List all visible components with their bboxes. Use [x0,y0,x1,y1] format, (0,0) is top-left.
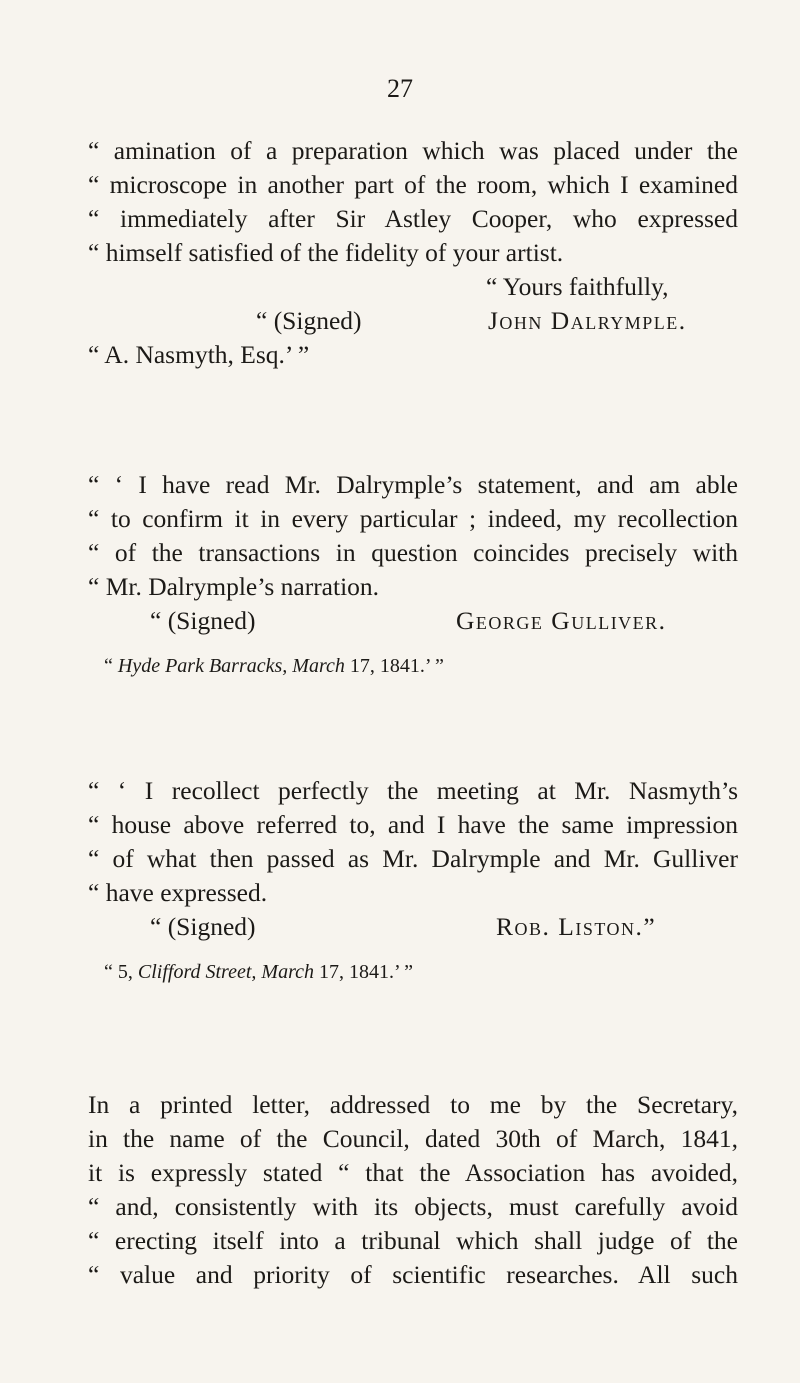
text-line: “ value and priority of scientific researches. All such [88,1260,738,1289]
signatory-name: Rob. Liston.” [496,912,657,941]
dateline-place: Hyde Park Barracks, March [117,655,345,677]
signatory-name: John Dalrymple. [488,306,687,335]
text-line: “ house above referred to, and I have the same impression [88,810,738,839]
text-line: “ ‘ I have read Mr. Dalrymple’s statement, and am able [88,470,738,499]
text-line: “ amination of a preparation which was placed under the [88,136,738,165]
text-line: In a printed letter, addressed to me by the Secretary, [88,1090,738,1119]
text-line: “ erecting itself into a tribunal which shall judge of the [88,1226,738,1255]
addressee-line: “ A. Nasmyth, Esq.’ ” [88,340,310,369]
page-number: 27 [387,74,413,103]
dateline-prefix: “ 5, [104,961,133,983]
text-line: “ of the transactions in question coincides precisely with [88,538,738,567]
signed-label: “ (Signed) [150,606,256,635]
dateline [104,958,413,986]
text-line: “ immediately after Sir Astley Cooper, who expressed [88,204,738,233]
text-line: “ have expressed. [88,878,268,907]
dateline-date: 17, 1841.’ ” [349,655,444,677]
dateline-place: Clifford Street, March [137,961,314,983]
dateline-date: 17, 1841.’ ” [318,961,414,983]
closing-salutation: “ Yours faithfully, [486,272,669,301]
signatory-name: George Gulliver. [456,606,667,635]
text-line: “ of what then passed as Mr. Dalrymple and Mr. Gulliver [88,844,738,873]
dateline [104,652,444,680]
text-line: “ ‘ I recollect perfectly the meeting at Mr. Nasmyth’s [88,776,738,805]
text-line: it is expressly stated “ that the Association has avoided, [88,1158,738,1187]
text-line: “ and, consistently with its objects, must carefully avoid [88,1192,738,1221]
text-line: “ to confirm it in every particular ; indeed, my recollection [88,504,738,533]
text-line: in the name of the Council, dated 30th of March, 1841, [88,1124,738,1153]
text-line: “ Mr. Dalrymple’s narration. [88,572,380,601]
signed-label: “ (Signed) [256,306,362,335]
text-line: “ microscope in another part of the room, which I examined [88,170,738,199]
signed-label: “ (Signed) [150,912,256,941]
dateline-prefix: “ [104,655,113,677]
text-line: “ himself satisfied of the fidelity of your artist. [88,238,564,267]
